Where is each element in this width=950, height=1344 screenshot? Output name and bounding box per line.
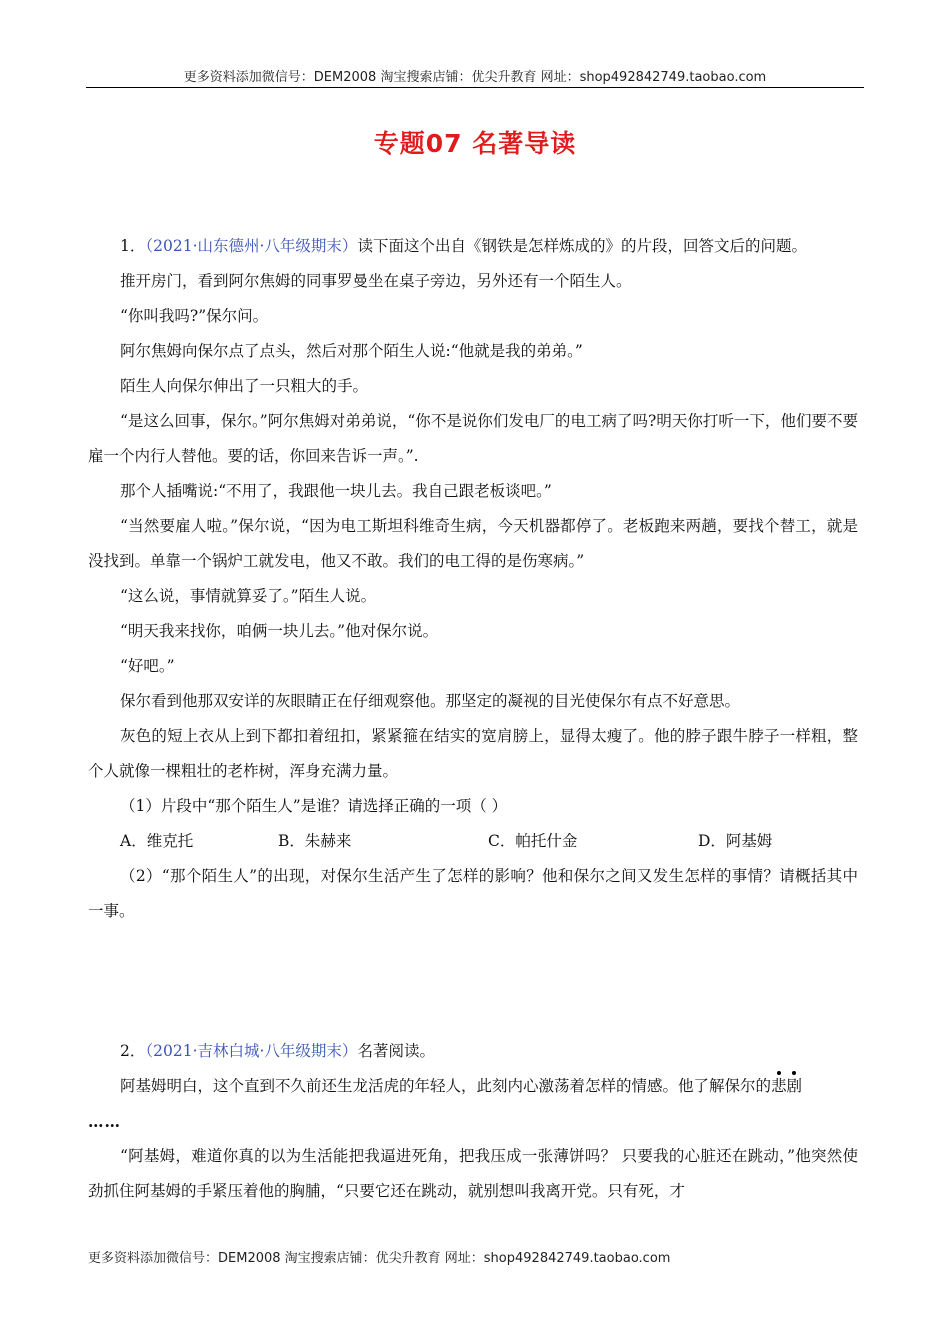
- header-divider: [86, 87, 864, 88]
- passage-paragraph: “阿基姆，难道你真的以为生活能把我逼进死角，把我压成一张薄饼吗？ 只要我的心脏还在跳动，”他突然使劲抓住阿基姆的手紧压着他的胸脯，“只要它还在跳动，就别想叫我离开党。只有死，才: [88, 1147, 858, 1200]
- ellipsis: ……: [88, 1112, 121, 1131]
- answer-options: [88, 824, 858, 859]
- question-2-number: 2．: [120, 1042, 146, 1060]
- passage-paragraph: 灰色的短上衣从上到下都扣着纽扣，紧紧箍在结实的宽肩膀上，显得太瘦了。他的脖子跟牛脖子一样粗，整个人就像一棵粗壮的老柞树，浑身充满力量。: [88, 727, 858, 780]
- question-2-stem: [88, 1034, 858, 1069]
- question-2-intro: 名著阅读。: [357, 1042, 435, 1060]
- option-a[interactable]: A．维克托: [120, 832, 194, 850]
- passage-paragraph: 保尔看到他那双安详的灰眼睛正在仔细观察他。那坚定的凝视的目光使保尔有点不好意思。: [120, 692, 741, 710]
- passage-paragraph: “好吧。”: [120, 657, 175, 675]
- emphasized-word: [771, 1077, 802, 1095]
- passage-paragraph: 那个人插嘴说:“不用了，我跟他一块儿去。我自己跟老板谈吧。”: [120, 482, 552, 500]
- emphasis-dots: [771, 1077, 802, 1095]
- page-title: 专题07 名著导读: [373, 129, 577, 158]
- passage-paragraph: 阿尔焦姆向保尔点了点头，然后对那个陌生人说:“他就是我的弟弟。”: [120, 342, 583, 360]
- passage-paragraph: “明天我来找你，咱俩一块儿去。”他对保尔说。: [120, 622, 439, 640]
- question-1-source: （2021·山东德州·八年级期末）: [145, 237, 358, 255]
- sub-question-1: （1）片段中“那个陌生人”是谁？请选择正确的一项（ ）: [120, 797, 508, 815]
- sub-question-2: （2）“那个陌生人”的出现，对保尔生活产生了怎样的影响？他和保尔之间又发生怎样的事情？请概括其中一事。: [88, 867, 858, 920]
- passage-text: 阿基姆明白，这个直到不久前还生龙活虎的年轻人，此刻内心激荡着怎样的情感。他了解保尔的: [120, 1077, 772, 1095]
- option-c[interactable]: C．帕托什金: [488, 832, 578, 850]
- option-d[interactable]: D．阿基姆: [698, 832, 773, 850]
- document-body: [88, 229, 858, 1209]
- passage-paragraph: 陌生人向保尔伸出了一只粗大的手。: [120, 377, 369, 395]
- page-footer: 更多资料添加微信号：DEM2008 淘宝搜索店铺：优尖升教育 网址：shop492842749.taobao.com: [88, 1251, 671, 1266]
- question-2-source: （2021·吉林白城·八年级期末）: [145, 1042, 358, 1060]
- passage-paragraph: “这么说，事情就算妥了。”陌生人说。: [120, 587, 377, 605]
- passage-paragraph: [88, 1069, 858, 1104]
- page-header: 更多资料添加微信号：DEM2008 淘宝搜索店铺：优尖升教育 网址：shop492842749.taobao.com: [183, 70, 767, 85]
- question-1-number: 1．: [120, 237, 146, 255]
- question-spacer: [88, 929, 858, 1034]
- passage-paragraph: “是这么回事，保尔。”阿尔焦姆对弟弟说，“你不是说你们发电厂的电工病了吗?明天你打听一下，他们要不要雇一个内行人替他。要的话，你回来告诉一声。”.: [88, 412, 858, 465]
- passage-paragraph: 推开房门，看到阿尔焦姆的同事罗曼坐在桌子旁边，另外还有一个陌生人。: [120, 272, 632, 290]
- emphasized-char: 悲: [771, 1077, 787, 1095]
- emphasized-char: 剧: [786, 1077, 803, 1095]
- question-1-stem: [88, 229, 858, 264]
- passage-paragraph: “当然要雇人啦。”保尔说，“因为电工斯坦科维奇生病，今天机器都停了。老板跑来两趟，要找个替工，就是没找到。单靠一个锅炉工就发电，他又不敢。我们的电工得的是伤寒病。”: [88, 517, 858, 570]
- question-1-intro: 读下面这个出自《钢铁是怎样炼成的》的片段，回答文后的问题。: [357, 237, 807, 255]
- option-b[interactable]: B．朱赫来: [278, 832, 352, 850]
- passage-paragraph: “你叫我吗?”保尔问。: [120, 307, 269, 325]
